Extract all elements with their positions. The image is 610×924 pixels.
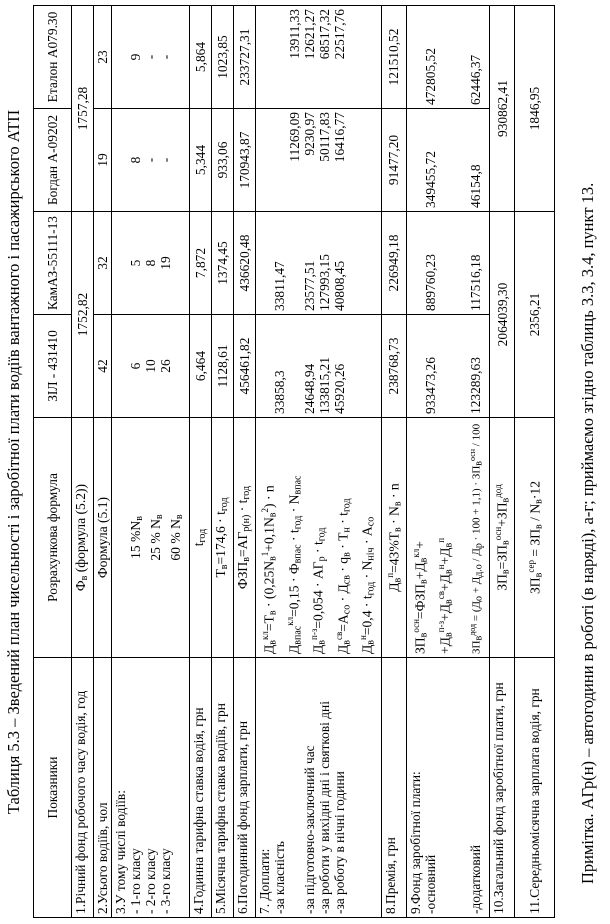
cell-zil: 1128,61 xyxy=(212,315,234,418)
row-label: 6.Погодинний фонд зарплати, грн xyxy=(234,658,256,918)
row-label: 7. Доплати: -за класність -за підготовчо-заключний час -за роботи у вихідні дні і святкові дні -за роботу в нічні години xyxy=(256,658,382,918)
cell-zil: 42 xyxy=(94,315,112,418)
cell-bogdan: 8 - - xyxy=(112,109,190,212)
truck-shared-cell: 2064039,30 xyxy=(489,212,515,418)
row-label: 9.Фонд заробітної плати: -основний -додатковий xyxy=(407,658,490,918)
row-label: 4.Годинна тарифна ставка водія, грн xyxy=(190,658,212,918)
header-bogdan: Богдан А-09202 xyxy=(34,109,72,212)
cell-kamaz: 33811,47 23577,51 127993,15 40808,45 xyxy=(256,212,382,315)
row-formula: $ЗП_в^{осн}=ФЗП_в+Д_в^{кл}+$ $+Д_в^{п-з}+Д_в^{св}+Д_в^н+Д_в^п$ ЗПв$^{дод}$ = (До + Дд.о / Др · 100 + 1,1) · ЗПв$^{осн}$ / 100 xyxy=(407,418,490,658)
summary-table xyxy=(33,5,555,918)
table-row xyxy=(515,6,555,918)
table-row xyxy=(489,6,515,918)
cell-bogdan: 170943,87 xyxy=(234,109,256,212)
row-label: 1.Річний фонд робочого часу водія, год xyxy=(72,658,94,918)
table-row xyxy=(381,6,407,918)
cell-etalon: 9 - - xyxy=(112,6,190,109)
cell-bogdan: 19 xyxy=(94,109,112,212)
table-row xyxy=(212,6,234,918)
cell-etalon: 23 xyxy=(94,6,112,109)
header-indicator: Показники xyxy=(34,658,72,918)
table-row xyxy=(256,6,382,918)
row-formula: $t_{год}$ xyxy=(190,418,212,658)
row-label: 2.Усього водіїв, чол xyxy=(94,658,112,918)
cell-bogdan: 349455,72 46154,8 xyxy=(407,109,490,212)
table-row xyxy=(72,6,94,918)
row-label: 5.Місячна тарифна ставка водіїв, грн xyxy=(212,658,234,918)
row-label: 10.Загальний фонд заробітної плати, грн xyxy=(489,658,515,918)
header-row xyxy=(34,6,72,918)
table-note: Примітка. АГр(н) – автогодини в роботі (в наряді), а-г; приймаємо згідно таблиць 3.3, 3.4, пункт 13. xyxy=(578,182,597,884)
cell-etalon: 1023,85 xyxy=(212,6,234,109)
cell-etalon: 233727,31 xyxy=(234,6,256,109)
cell-zil: 6,464 xyxy=(190,315,212,418)
row-formula: $Ф_в$ (формула (5.2)) xyxy=(72,418,94,658)
bus-shared-cell: 930862,41 xyxy=(489,6,515,212)
row-label: 11.Середньомісячна зарплата водія, грн xyxy=(515,658,555,918)
row-label: 3.У тому числі водіїв: - 1-го класу - 2-го класу - 3-го класу xyxy=(112,658,190,918)
cell-kamaz: 7,872 xyxy=(190,212,212,315)
table-row xyxy=(94,6,112,918)
row-label: 8.Премія, грн xyxy=(381,658,407,918)
cell-zil: 456461,82 xyxy=(234,315,256,418)
cell-bogdan: 11269,09 9230,97 50117,83 16416,77 xyxy=(256,109,382,212)
cell-zil: 33858,3 24648,94 133815,21 45920,26 xyxy=(256,315,382,418)
cell-zil: 933473,26 123289,63 xyxy=(407,315,490,418)
table-caption: Таблиця 5.3 – Зведений план чисельності і заробітної плати водіїв вантажного і пасажирського АТП xyxy=(4,109,23,815)
truck-shared-cell: 2356,21 xyxy=(515,212,555,418)
row-formula: 15 $\%N_в$ 25 % $N_в$ 60 % $N_в$ xyxy=(112,418,190,658)
row-formula: $ФЗП_в=АГ_{р(н)} \cdot t_{год}$ xyxy=(234,418,256,658)
cell-kamaz: 889760,23 117516,18 xyxy=(407,212,490,315)
cell-kamaz: 1374,45 xyxy=(212,212,234,315)
cell-kamaz: 226949,18 xyxy=(381,212,407,315)
cell-etalon: 472805,52 62446,37 xyxy=(407,6,490,109)
cell-bogdan: 91477,20 xyxy=(381,109,407,212)
table-row xyxy=(407,6,490,918)
table-row xyxy=(234,6,256,918)
truck-shared-cell: 1752,82 xyxy=(72,212,94,418)
bus-shared-cell: 1757,28 xyxy=(72,6,94,212)
row-formula: $Д_в^п=43\%Т_в \cdot N_в \cdot n$ xyxy=(381,418,407,658)
row-formula: $ЗП_в=ЗП_в^{осн}+ЗП_в^{дод}$ xyxy=(489,418,515,658)
bus-shared-cell: 1846,95 xyxy=(515,6,555,212)
row-formula: Формула (5.1) xyxy=(94,418,112,658)
row-formula: $Т_в=174,6 \cdot t_{год}$ xyxy=(212,418,234,658)
cell-etalon: 13911,33 12621,27 68517,32 22517,76 xyxy=(256,6,382,109)
table-row xyxy=(190,6,212,918)
cell-zil: 6 10 26 xyxy=(112,315,190,418)
row-formula: $Д_в^{кл}=Т_в \cdot (0,25N_в^1+0,1N_в^2) \cdot n$ $Д_{впас}^{кл}=0,15 \cdot Ф_{впас} \cdot t_{год} \cdot N_{впас}$ $Д_в^{п-з}=0,054 \cdot АГ_р \cdot t_{год}$ $Д_в^{св}=А_{со} \cdot Д_{св} \cdot q_в \cdot Т_н \cdot t_{год}$ $Д_в^н=0,4 \cdot t_{год} \cdot N_{ніч} \cdot А_{со}$ xyxy=(256,418,382,658)
cell-kamaz: 32 xyxy=(94,212,112,315)
cell-bogdan: 5,344 xyxy=(190,109,212,212)
header-zil: ЗІЛ - 431410 xyxy=(34,315,72,418)
header-formula: Розрахункова формула xyxy=(34,418,72,658)
cell-kamaz: 436620,48 xyxy=(234,212,256,315)
cell-bogdan: 933,06 xyxy=(212,109,234,212)
cell-etalon: 5,864 xyxy=(190,6,212,109)
row-formula: $ЗП_в^{сер} = ЗП_в / N_в\cdot 12$ xyxy=(515,418,555,658)
cell-kamaz: 5 8 19 xyxy=(112,212,190,315)
header-etalon: Еталон А079.30 xyxy=(34,6,72,109)
cell-zil: 238768,73 xyxy=(381,315,407,418)
header-kamaz: КамАЗ-55111-13 xyxy=(34,212,72,315)
table-row xyxy=(112,6,190,918)
cell-etalon: 121510,52 xyxy=(381,6,407,109)
